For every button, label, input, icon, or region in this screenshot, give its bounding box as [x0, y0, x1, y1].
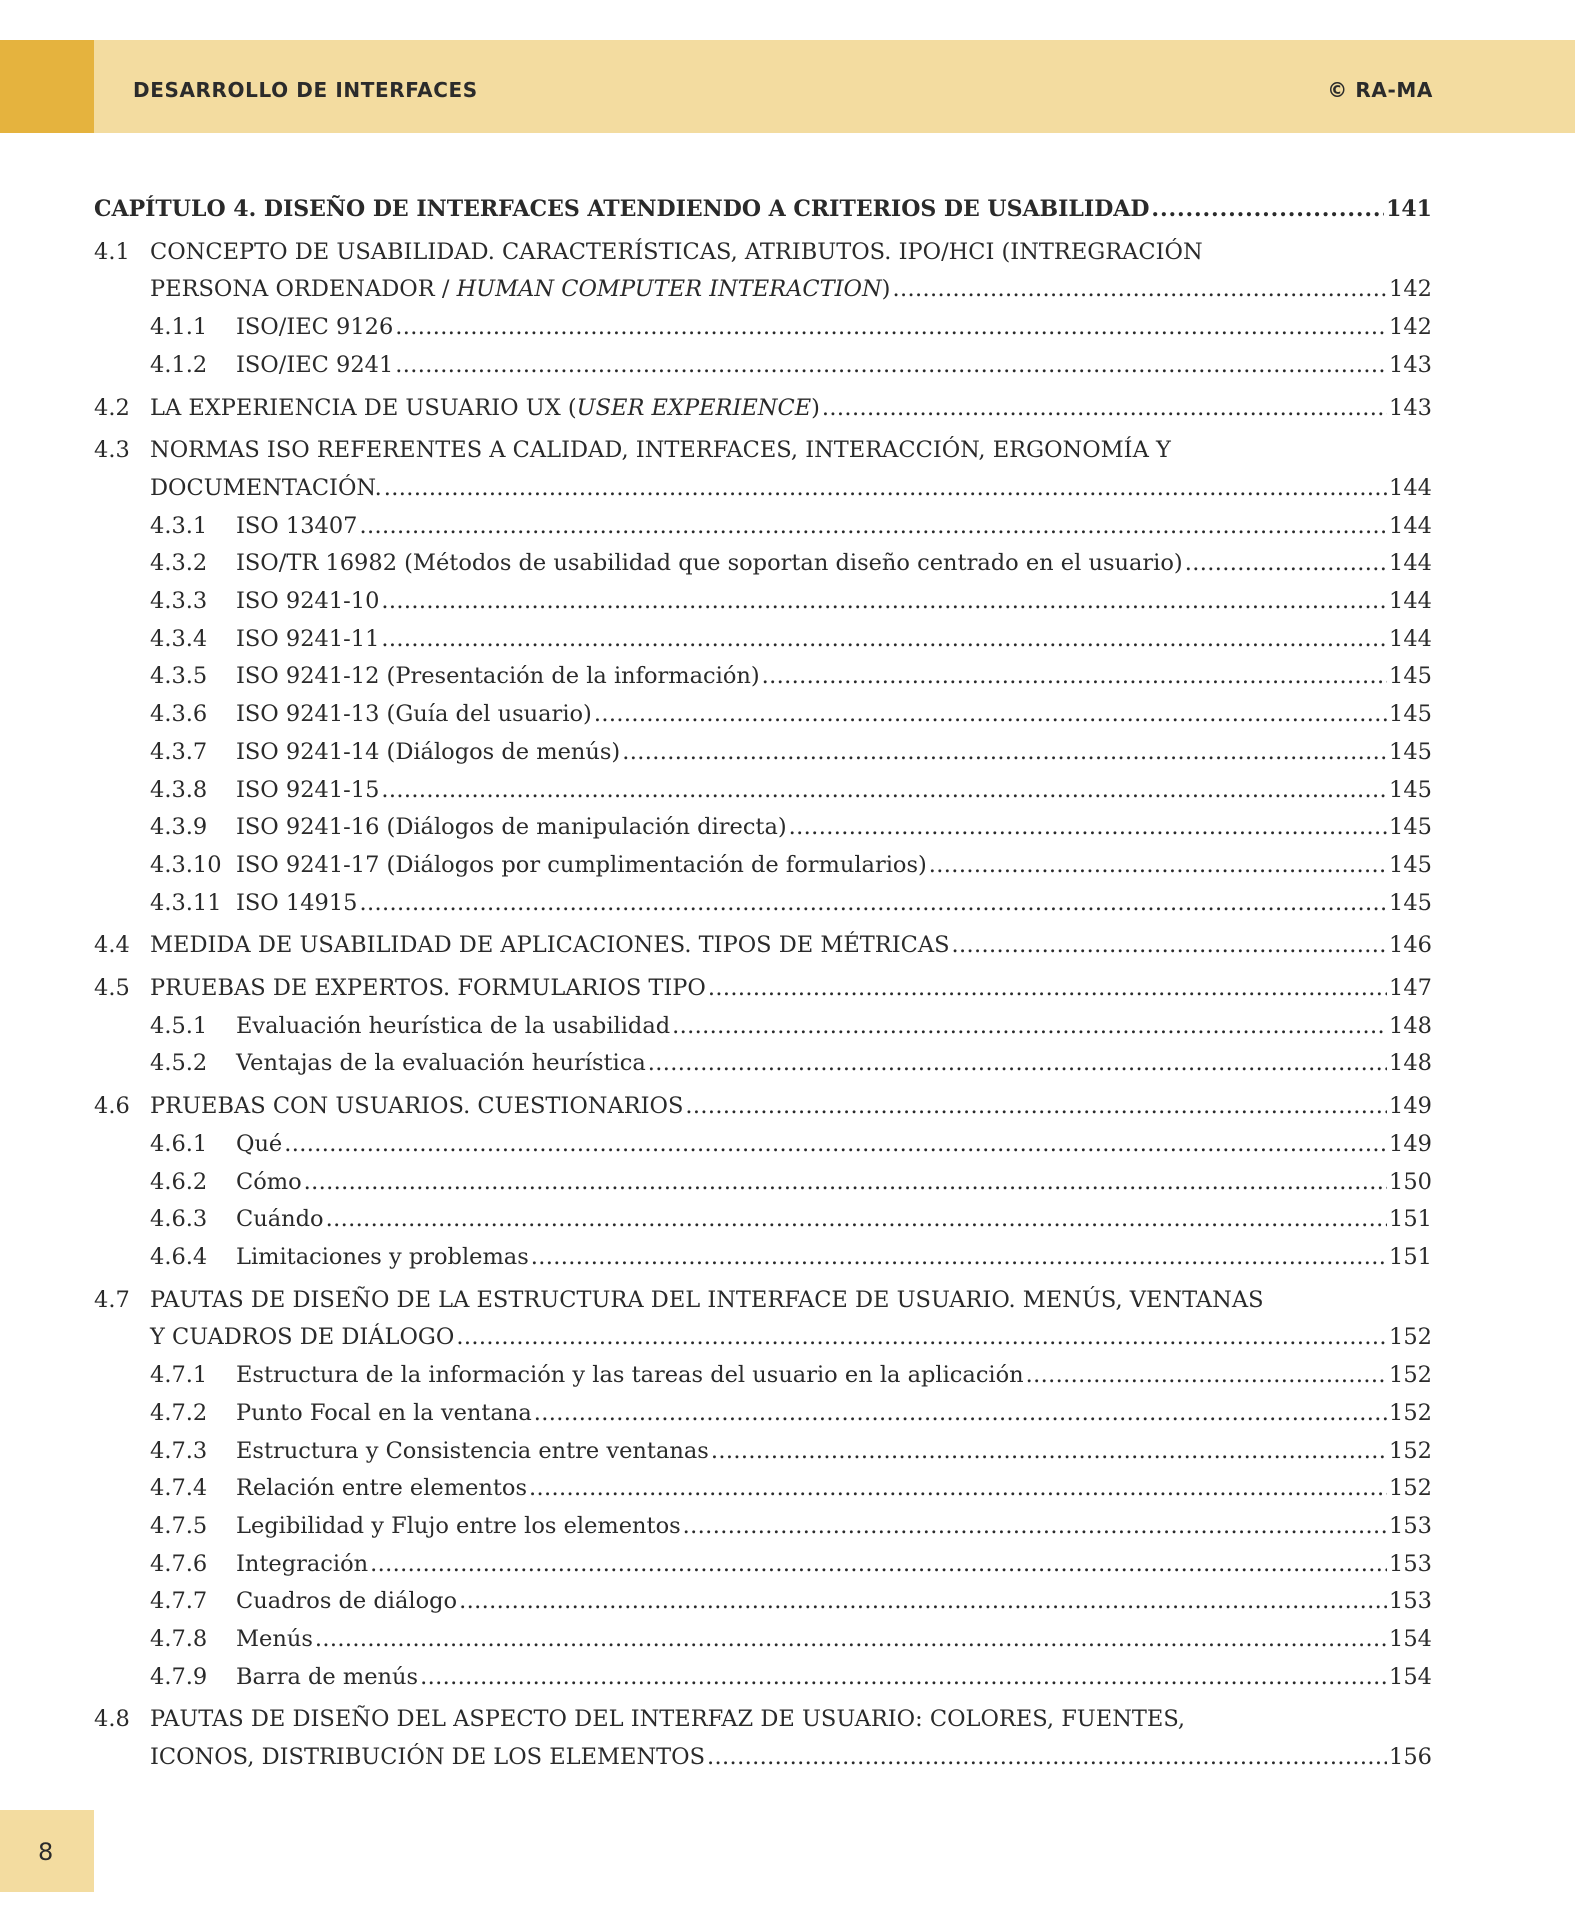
toc-entry-4-7-3[interactable]: [94, 1433, 1432, 1471]
toc-number: 4.1.1: [150, 314, 208, 341]
table-of-contents: [94, 191, 1432, 1777]
dot-leader: [929, 847, 1387, 885]
toc-number: 4.3.5: [150, 663, 208, 690]
toc-title: Y CUADROS DE DIÁLOGO: [150, 1324, 455, 1351]
dot-leader: [762, 658, 1387, 696]
dot-leader: [381, 772, 1387, 810]
toc-entry-4-5-2[interactable]: [94, 1045, 1432, 1083]
toc-entry-4-7-9[interactable]: [94, 1659, 1432, 1697]
toc-number: 4.6.3: [150, 1206, 208, 1233]
toc-title-wrap: [150, 432, 1432, 507]
toc-title: ISO 9241-16 (Diálogos de manipulación directa): [236, 814, 787, 841]
toc-page: 144: [1389, 550, 1432, 577]
toc-page: 152: [1389, 1362, 1432, 1389]
dot-leader: [622, 734, 1387, 772]
dot-leader: [384, 470, 1387, 508]
toc-page: 153: [1389, 1588, 1432, 1615]
toc-number: 4.5.2: [150, 1050, 208, 1077]
toc-page: 144: [1389, 512, 1432, 539]
toc-page: 148: [1389, 1050, 1432, 1077]
dot-leader: [456, 1319, 1387, 1357]
toc-title-line-1: PAUTAS DE DISEÑO DEL ASPECTO DEL INTERFAZ DE USUARIO: COLORES, FUENTES,: [150, 1706, 1186, 1733]
toc-entry-4-7-6[interactable]: [94, 1546, 1432, 1584]
dot-leader: [685, 1088, 1387, 1126]
dot-leader: [648, 1045, 1387, 1083]
toc-page: 152: [1389, 1399, 1432, 1426]
toc-number: 4.7.3: [150, 1437, 208, 1464]
dot-leader: [326, 1201, 1387, 1239]
toc-number: 4.3.8: [150, 776, 208, 803]
toc-page: 153: [1389, 1550, 1432, 1577]
toc-title: Limitaciones y problemas: [236, 1243, 529, 1270]
toc-page: 154: [1389, 1626, 1432, 1653]
toc-page: 144: [1389, 474, 1432, 501]
running-header: [0, 40, 1575, 133]
toc-title: ISO/TR 16982 (Métodos de usabilidad que soportan diseño centrado en el usuario): [236, 550, 1183, 577]
toc-entry-4-3-5[interactable]: [94, 658, 1432, 696]
toc-entry-4-6-1[interactable]: [94, 1126, 1432, 1164]
toc-title: Cuándo: [236, 1206, 324, 1233]
toc-title: Menús: [236, 1626, 313, 1653]
toc-title: PRUEBAS DE EXPERTOS. FORMULARIOS TIPO: [150, 975, 706, 1002]
toc-page: 149: [1389, 1130, 1432, 1157]
toc-title: ISO 9241-12 (Presentación de la información): [236, 663, 760, 690]
toc-title: ISO 9241-11: [236, 625, 380, 652]
toc-entry-4-5-1[interactable]: [94, 1008, 1432, 1046]
toc-number: 4.5: [94, 975, 130, 1002]
toc-page: 141: [1386, 196, 1432, 222]
toc-number: 4.3.9: [150, 814, 208, 841]
toc-entry-4-6-4[interactable]: [94, 1239, 1432, 1277]
toc-number: 4.6.1: [150, 1130, 208, 1157]
toc-number: 4.3.10: [150, 851, 222, 878]
toc-chapter-4[interactable]: [94, 191, 1432, 229]
dot-leader: [711, 1433, 1387, 1471]
toc-number: 4.7.9: [150, 1663, 208, 1690]
toc-page: 145: [1389, 889, 1432, 916]
toc-title: Evaluación heurística de la usabilidad: [236, 1012, 671, 1039]
toc-page: 145: [1389, 738, 1432, 765]
toc-entry-4-3-9[interactable]: [94, 809, 1432, 847]
toc-entry-4-3-8[interactable]: [94, 772, 1432, 810]
toc-title-part: LA EXPERIENCIA DE USUARIO UX (: [150, 394, 577, 421]
toc-title-italic: HUMAN COMPUTER INTERACTION: [456, 276, 882, 303]
dot-leader: [359, 508, 1387, 546]
toc-title-line-2: [150, 1319, 1432, 1357]
toc-page: 146: [1389, 932, 1432, 959]
toc-title: ISO/IEC 9241: [236, 351, 394, 378]
toc-entry-4-7[interactable]: [94, 1282, 1432, 1357]
toc-title-italic: USER EXPERIENCE: [576, 394, 812, 421]
dot-leader: [370, 1546, 1387, 1584]
toc-title: ISO 9241-17 (Diálogos por cumplimentación de formularios): [236, 851, 927, 878]
toc-entry-4-1[interactable]: [94, 234, 1432, 309]
dot-leader: [381, 583, 1387, 621]
toc-number: 4.3.2: [150, 550, 208, 577]
toc-title-line-2: [150, 1739, 1432, 1777]
toc-title-wrap: [150, 1282, 1432, 1357]
toc-entry-4-3-4[interactable]: [94, 621, 1432, 659]
toc-number: 4.7.5: [150, 1512, 208, 1539]
dot-leader: [304, 1164, 1387, 1202]
toc-title: MEDIDA DE USABILIDAD DE APLICACIONES. TIPOS DE MÉTRICAS: [150, 932, 950, 959]
dot-leader: [1026, 1357, 1387, 1395]
toc-number: 4.3: [94, 437, 130, 464]
toc-page: 151: [1389, 1206, 1432, 1233]
dot-leader: [381, 621, 1387, 659]
dot-leader: [707, 1739, 1387, 1777]
toc-page: 151: [1389, 1243, 1432, 1270]
toc-page: 142: [1389, 314, 1432, 341]
toc-entry-4-5[interactable]: [94, 970, 1432, 1008]
dot-leader: [683, 1508, 1387, 1546]
dot-leader: [315, 1621, 1387, 1659]
toc-title: ISO 14915: [236, 889, 358, 916]
toc-entry-4-1-1[interactable]: [94, 309, 1432, 347]
dot-leader: [892, 271, 1387, 309]
toc-title-line-1: CONCEPTO DE USABILIDAD. CARACTERÍSTICAS, ATRIBUTOS. IPO/HCI (INTREGRACIÓN: [150, 238, 1203, 265]
toc-title: CAPÍTULO 4. DISEÑO DE INTERFACES ATENDIENDO A CRITERIOS DE USABILIDAD: [94, 196, 1150, 222]
toc-entry-4-4[interactable]: [94, 927, 1432, 965]
toc-page: 144: [1389, 625, 1432, 652]
toc-page: 147: [1389, 975, 1432, 1002]
toc-page: 145: [1389, 814, 1432, 841]
publisher-label: © RA-MA: [1327, 78, 1433, 102]
toc-entry-4-7-8[interactable]: [94, 1621, 1432, 1659]
toc-page: 145: [1389, 701, 1432, 728]
toc-entry-4-7-7[interactable]: [94, 1583, 1432, 1621]
toc-number: 4.3.3: [150, 588, 208, 615]
toc-page: 152: [1389, 1437, 1432, 1464]
toc-number: 4.7: [94, 1286, 130, 1313]
toc-title-part: PERSONA ORDENADOR /: [150, 276, 457, 303]
dot-leader: [708, 970, 1387, 1008]
toc-title-line-2: [150, 470, 1432, 508]
toc-title-line-1: PAUTAS DE DISEÑO DE LA ESTRUCTURA DEL INTERFACE DE USUARIO. MENÚS, VENTANAS: [150, 1286, 1264, 1313]
toc-title: [150, 271, 890, 309]
toc-number: 4.2: [94, 394, 130, 421]
toc-title: ISO 13407: [236, 512, 358, 539]
toc-number: 4.7.8: [150, 1626, 208, 1653]
dot-leader: [529, 1470, 1387, 1508]
toc-page: 145: [1389, 851, 1432, 878]
toc-title: Relación entre elementos: [236, 1475, 528, 1502]
toc-title: ISO 9241-15: [236, 776, 380, 803]
toc-title: PRUEBAS CON USUARIOS. CUESTIONARIOS: [150, 1093, 684, 1120]
toc-number: 4.5.1: [150, 1012, 208, 1039]
toc-number: 4.6: [94, 1093, 130, 1120]
dot-leader: [395, 309, 1387, 347]
toc-page: 143: [1389, 351, 1432, 378]
toc-page: 145: [1389, 663, 1432, 690]
toc-title: Cómo: [236, 1168, 302, 1195]
toc-number: 4.6.2: [150, 1168, 208, 1195]
toc-number: 4.3.4: [150, 625, 208, 652]
toc-title: Integración: [236, 1550, 369, 1577]
toc-page: 154: [1389, 1663, 1432, 1690]
dot-leader: [531, 1239, 1387, 1277]
dot-leader: [395, 347, 1387, 385]
toc-entry-4-1-2[interactable]: [94, 347, 1432, 385]
toc-title-line-1: NORMAS ISO REFERENTES A CALIDAD, INTERFACES, INTERACCIÓN, ERGONOMÍA Y: [150, 437, 1171, 464]
dot-leader: [789, 809, 1387, 847]
dot-leader: [822, 390, 1387, 428]
toc-entry-4-3-2[interactable]: [94, 545, 1432, 583]
toc-number: 4.3.11: [150, 889, 222, 916]
toc-entry-4-3-10[interactable]: [94, 847, 1432, 885]
toc-title: ISO/IEC 9126: [236, 314, 394, 341]
toc-number: 4.7.6: [150, 1550, 208, 1577]
toc-number: 4.7.4: [150, 1475, 208, 1502]
toc-title: Barra de menús: [236, 1663, 419, 1690]
toc-title: DOCUMENTACIÓN.: [150, 474, 382, 501]
page-number-tab: [0, 1810, 94, 1892]
toc-entry-4-3-3[interactable]: [94, 583, 1432, 621]
toc-page: 152: [1389, 1324, 1432, 1351]
toc-title: ISO 9241-13 (Guía del usuario): [236, 701, 592, 728]
dot-leader: [534, 1395, 1387, 1433]
toc-title: Estructura y Consistencia entre ventanas: [236, 1437, 709, 1464]
dot-leader: [459, 1583, 1387, 1621]
toc-number: 4.4: [94, 932, 130, 959]
toc-number: 4.7.7: [150, 1588, 208, 1615]
dot-leader: [672, 1008, 1387, 1046]
toc-page: 142: [1389, 276, 1432, 303]
toc-title-wrap: [150, 234, 1432, 309]
dot-leader: [1151, 191, 1384, 229]
dot-leader: [359, 885, 1387, 923]
toc-title-part: ): [811, 394, 820, 421]
toc-title: Estructura de la información y las tareas del usuario en la aplicación: [236, 1362, 1024, 1389]
dot-leader: [420, 1659, 1387, 1697]
toc-entry-4-8[interactable]: [94, 1701, 1432, 1776]
toc-title: Legibilidad y Flujo entre los elementos: [236, 1512, 681, 1539]
toc-number: 4.3.6: [150, 701, 208, 728]
toc-page: 150: [1389, 1168, 1432, 1195]
toc-page: 153: [1389, 1512, 1432, 1539]
toc-entry-4-7-1[interactable]: [94, 1357, 1432, 1395]
toc-number: 4.3.1: [150, 512, 208, 539]
toc-entry-4-3-7[interactable]: [94, 734, 1432, 772]
toc-number: 4.3.7: [150, 738, 208, 765]
toc-entry-4-7-4[interactable]: [94, 1470, 1432, 1508]
toc-page: 148: [1389, 1012, 1432, 1039]
toc-number: 4.7.2: [150, 1399, 208, 1426]
page-number: 8: [38, 1838, 54, 1866]
toc-page: 156: [1389, 1744, 1432, 1771]
toc-entry-4-7-5[interactable]: [94, 1508, 1432, 1546]
dot-leader: [284, 1126, 1387, 1164]
toc-title: ICONOS, DISTRIBUCIÓN DE LOS ELEMENTOS: [150, 1744, 706, 1771]
toc-number: 4.8: [94, 1706, 130, 1733]
toc-entry-4-3-11[interactable]: [94, 885, 1432, 923]
toc-title: Qué: [236, 1130, 283, 1157]
toc-title-line-2: [150, 271, 1432, 309]
toc-page: 149: [1389, 1093, 1432, 1120]
toc-title-wrap: [150, 1701, 1432, 1776]
toc-title: Punto Focal en la ventana: [236, 1399, 532, 1426]
toc-title: ISO 9241-10: [236, 588, 380, 615]
toc-entry-4-3[interactable]: [94, 432, 1432, 507]
toc-entry-4-6-2[interactable]: [94, 1164, 1432, 1202]
book-title: DESARROLLO DE INTERFACES: [133, 78, 478, 102]
toc-entry-4-7-2[interactable]: [94, 1395, 1432, 1433]
toc-page: 152: [1389, 1475, 1432, 1502]
toc-number: 4.1.2: [150, 351, 208, 378]
toc-number: 4.1: [94, 238, 130, 265]
toc-entry-list: [94, 234, 1432, 1777]
toc-page: 144: [1389, 588, 1432, 615]
toc-title: Ventajas de la evaluación heurística: [236, 1050, 646, 1077]
toc-number: 4.6.4: [150, 1243, 208, 1270]
toc-title: ISO 9241-14 (Diálogos de menús): [236, 738, 621, 765]
toc-title-part: ): [881, 276, 891, 303]
dot-leader: [952, 927, 1388, 965]
toc-entry-4-6[interactable]: [94, 1088, 1432, 1126]
toc-entry-4-3-6[interactable]: [94, 696, 1432, 734]
toc-title: [150, 390, 820, 428]
toc-page: 145: [1389, 776, 1432, 803]
toc-entry-4-2[interactable]: [94, 390, 1432, 428]
dot-leader: [1185, 545, 1387, 583]
toc-entry-4-6-3[interactable]: [94, 1201, 1432, 1239]
header-color-tab: [0, 40, 94, 133]
toc-title: Cuadros de diálogo: [236, 1588, 458, 1615]
dot-leader: [594, 696, 1387, 734]
toc-entry-4-3-1[interactable]: [94, 508, 1432, 546]
toc-page: 143: [1389, 394, 1432, 421]
toc-number: 4.7.1: [150, 1362, 208, 1389]
